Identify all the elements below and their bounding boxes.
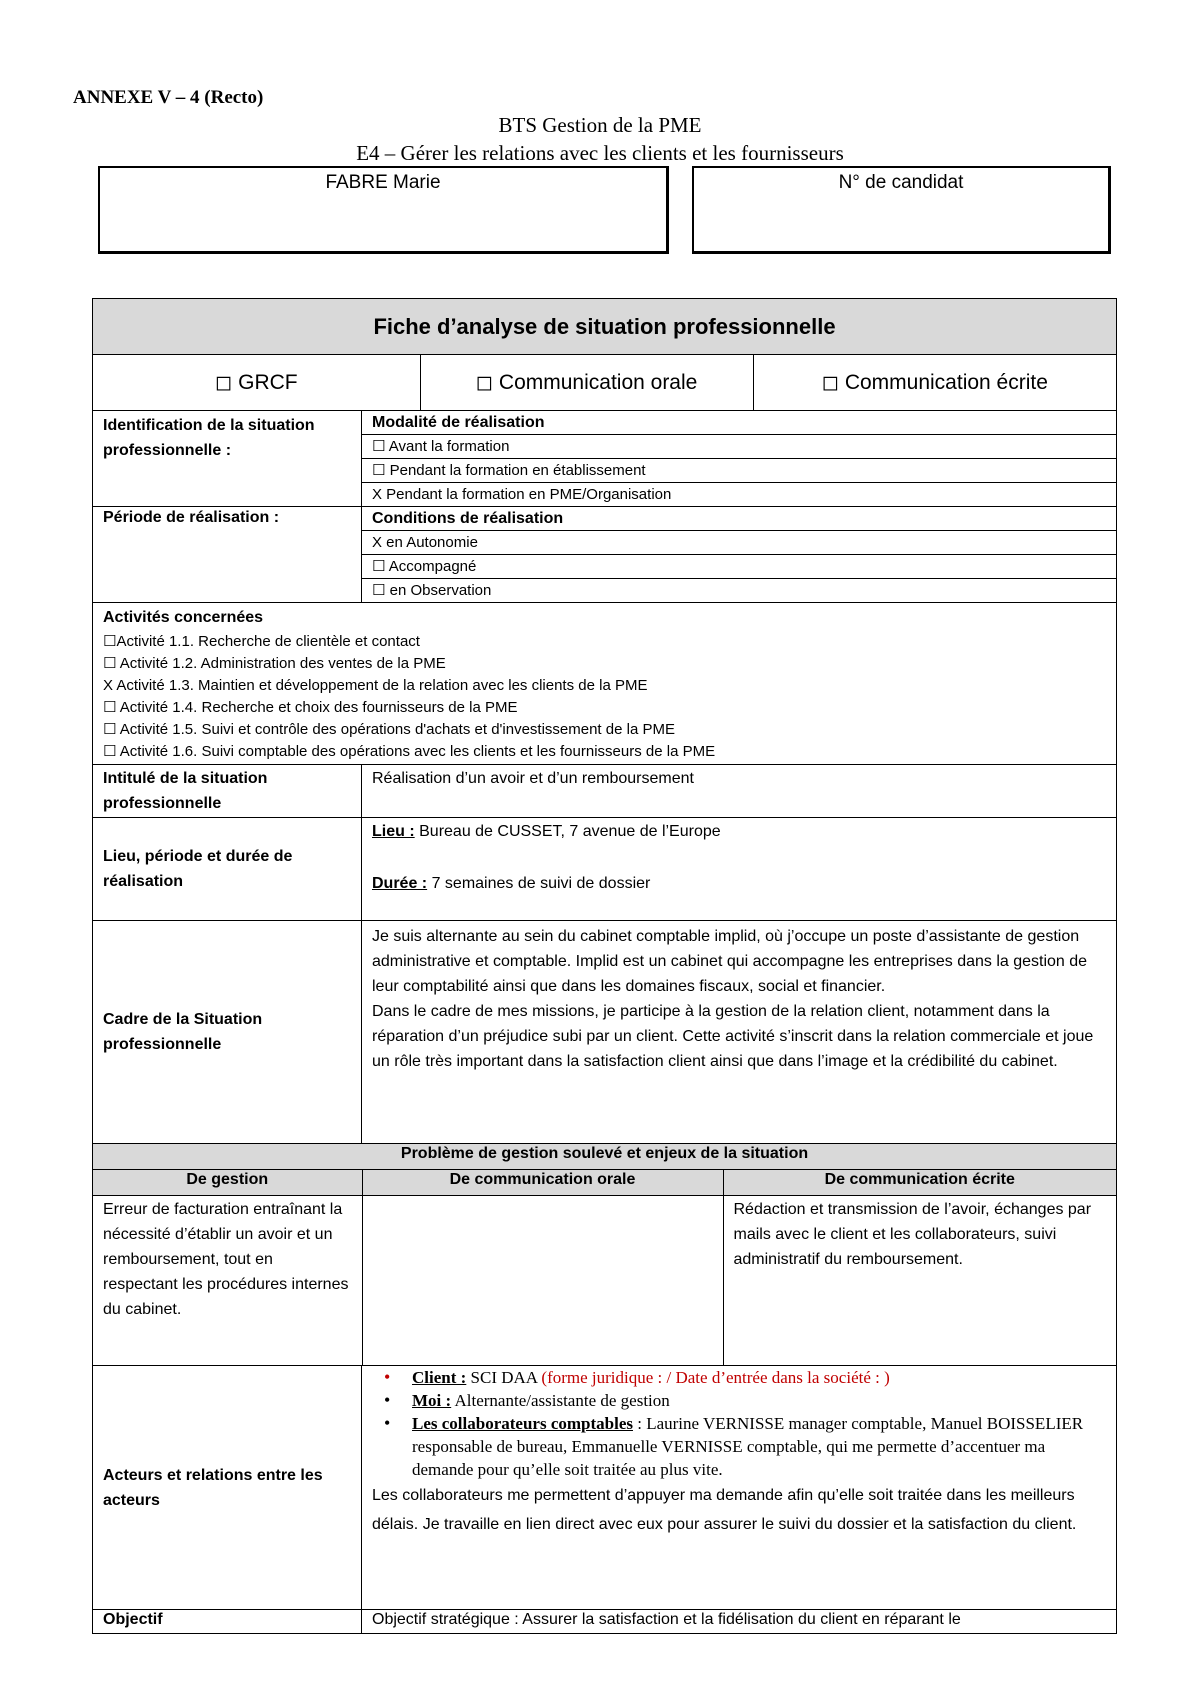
category-grcf[interactable]: ◻ GRCF (93, 355, 420, 410)
acteurs-text: Les collaborateurs me permettent d’appuyer ma demande afin qu’elle soit traitée dans les meilleurs délais. Je travaille en lien direct avec eux pour assurer le suivi du dossier et la satisfaction du client. (372, 1487, 1077, 1533)
activite-item[interactable]: ☐ Activité 1.6. Suivi comptable des opérations avec les clients et les fournisseurs de la PME (103, 743, 716, 760)
orale-text (362, 1195, 723, 1365)
activite-item[interactable]: ☐ Activité 1.4. Recherche et choix des fournisseurs de la PME (103, 699, 518, 716)
activite-item[interactable]: ☐ Activité 1.5. Suivi et contrôle des opérations d'achats et d'investissement de la PME (103, 721, 675, 738)
identification-label: Identification de la situation professionnelle : (93, 411, 362, 507)
category-written[interactable]: ◻ Communication écrite (821, 371, 1048, 394)
modalite-option-avant[interactable]: ☐ Avant la formation (362, 435, 1116, 459)
actor-client: • Client : SCI DAA (forme juridique : / Date d’entrée dans la société : ) (412, 1366, 1106, 1389)
activite-item[interactable]: ☐ Activité 1.2. Administration des ventes de la PME (103, 655, 446, 672)
col-header-ecrite: De communication écrite (723, 1170, 1116, 1195)
cadre-paragraph-2: Dans le cadre de mes missions, je participe à la gestion de la relation client, notamment dans la réparation d’un préjudice subi par un client. Cette activité s’inscrit dans la relation commerciale et joue un rôle très important dans la satisfaction client ainsi que dans l’image et la crédibilité du cabinet. (372, 1003, 1094, 1070)
duree-value: 7 semaines de suivi de dossier (427, 875, 651, 892)
candidate-number-box[interactable] (692, 166, 1111, 254)
condition-option-accompagne[interactable]: ☐ Accompagné (362, 555, 1116, 579)
activite-item[interactable]: ☐Activité 1.1. Recherche de clientèle et contact (103, 633, 420, 650)
intitule-value: Réalisation d’un avoir et d’un remboursement (362, 765, 1117, 818)
exam-title: BTS Gestion de la PME (498, 113, 702, 137)
lieu-label: Lieu, période et durée de réalisation (93, 818, 362, 921)
annex-label: ANNEXE V – 4 (Recto) (73, 87, 264, 108)
col-header-gestion: De gestion (93, 1170, 362, 1195)
modalite-header: Modalité de réalisation (362, 411, 1116, 435)
actor-collaborateurs: • Les collaborateurs comptables : Laurine VERNISSE manager comptable, Manuel BOISSELIER responsable de bureau, Emmanuelle VERNISSE comptable, qui me permette d’accentuer ma demande pour qu’elle soit traitée au plus vite. (412, 1412, 1106, 1481)
candidate-number-label: N° de candidat (838, 172, 964, 193)
conditions-header: Conditions de réalisation (362, 507, 1116, 531)
condition-option-observation[interactable]: ☐ en Observation (372, 582, 492, 599)
actors-list (372, 1366, 1106, 1481)
acteurs-label: Acteurs et relations entre les acteurs (93, 1366, 362, 1610)
form-title: Fiche d’analyse de situation professionnelle (93, 299, 1117, 355)
condition-option-autonomie[interactable]: X en Autonomie (362, 531, 1116, 555)
objectif-text: Objectif stratégique : Assurer la satisfaction et la fidélisation du client en réparant le (362, 1610, 1117, 1634)
actor-moi: • Moi : Alternante/assistante de gestion (412, 1389, 1106, 1412)
candidate-name-box[interactable] (98, 166, 669, 254)
periode-label: Période de réalisation : (93, 507, 362, 603)
activite-item[interactable]: X Activité 1.3. Maintien et développement de la relation avec les clients de la PME (103, 677, 648, 694)
probleme-header: Problème de gestion soulevé et enjeux de la situation (93, 1144, 1117, 1170)
col-header-orale: De communication orale (362, 1170, 723, 1195)
lieu-value: Bureau de CUSSET, 7 avenue de l’Europe (414, 823, 721, 840)
objectif-label: Objectif (93, 1610, 362, 1634)
cadre-label: Cadre de la Situation professionnelle (93, 921, 362, 1144)
modalite-option-pme[interactable]: X Pendant la formation en PME/Organisation (372, 486, 672, 503)
candidate-name: FABRE Marie (325, 172, 441, 193)
analysis-form (92, 298, 1117, 1634)
exam-subtitle: E4 – Gérer les relations avec les clients et les fournisseurs (356, 141, 844, 165)
lieu-key: Lieu : (372, 823, 415, 840)
cadre-paragraph-1: Je suis alternante au sein du cabinet comptable implid, où j’occupe un poste d’assistante de gestion administrative et comptable. Implid est un cabinet qui accompagne les entreprises dans la gestion de leur comptabilité ainsi que dans les domaines fiscaux, social et financier. (372, 928, 1088, 995)
gestion-text: Erreur de facturation entraînant la nécessité d’établir un avoir et un remboursement, tout en respectant les procédures internes du cabinet. (93, 1195, 362, 1365)
category-oral[interactable]: ◻ Communication orale (420, 355, 753, 410)
ecrite-text: Rédaction et transmission de l’avoir, échanges par mails avec le client et les collaborateurs, suivi administratif du remboursement. (723, 1195, 1116, 1365)
duree-key: Durée : (372, 875, 428, 892)
modalite-option-etablissement[interactable]: ☐ Pendant la formation en établissement (362, 459, 1116, 483)
activites-header: Activités concernées (103, 609, 264, 626)
intitule-label: Intitulé de la situation professionnelle (93, 765, 362, 818)
